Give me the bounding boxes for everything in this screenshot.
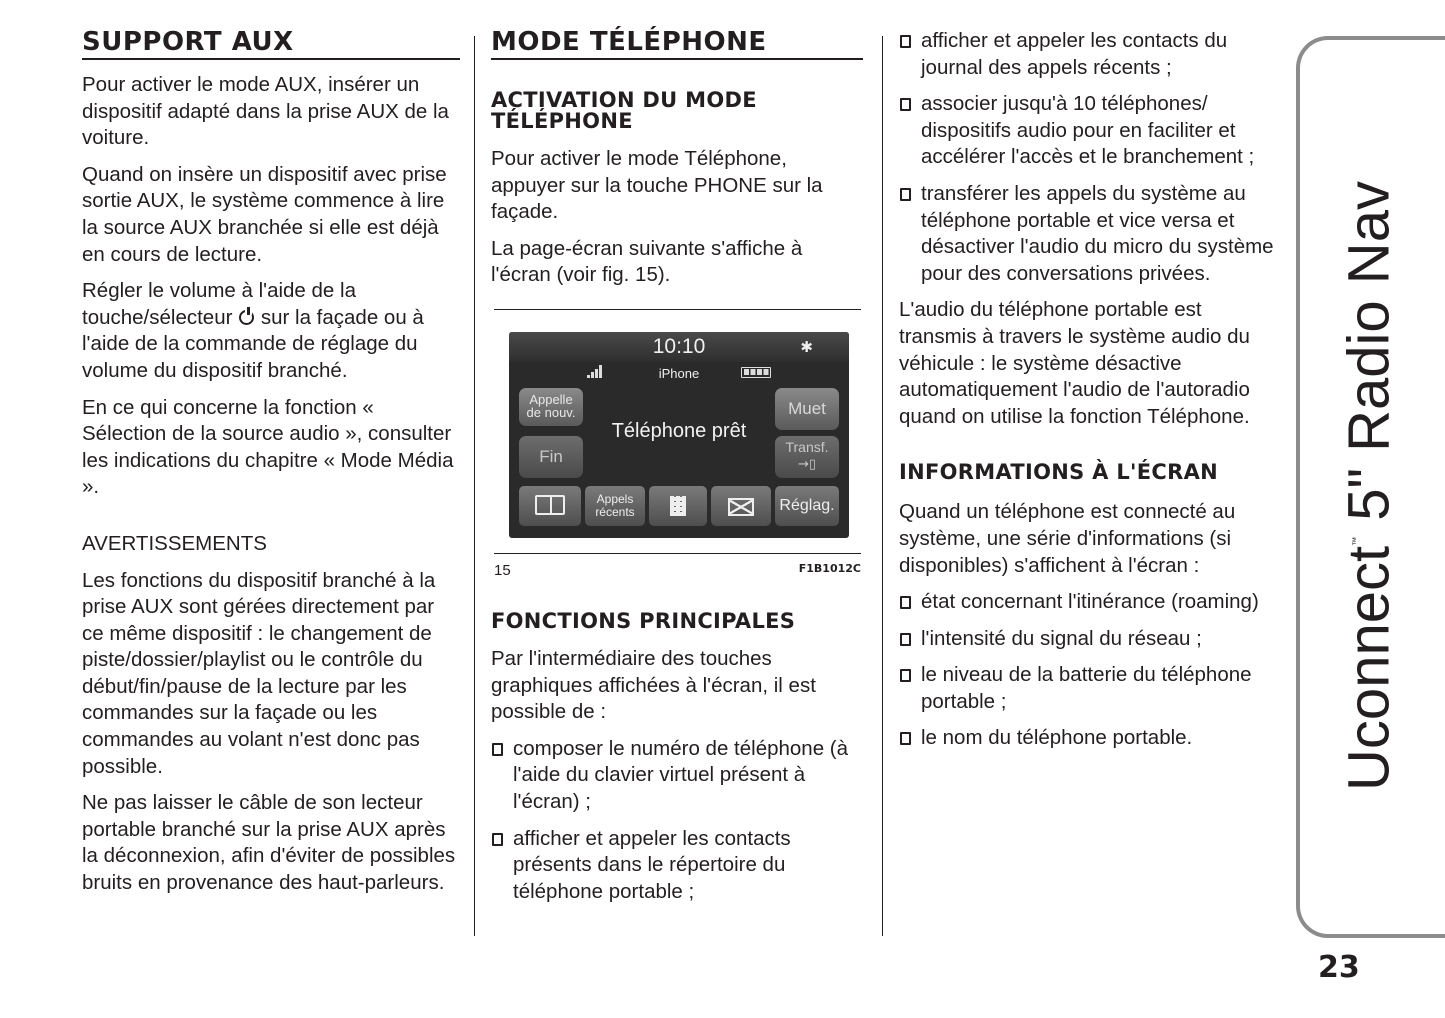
column-telephone-cont — [899, 28, 1279, 762]
recent-calls-button[interactable] — [585, 486, 645, 526]
checkbox-bullet-icon — [492, 743, 503, 756]
phonebook-button[interactable] — [519, 486, 581, 526]
checkbox-bullet-icon — [900, 669, 911, 682]
checkbox-bullet-icon — [900, 188, 911, 201]
checkbox-bullet-icon — [900, 633, 911, 646]
info-list — [899, 589, 1279, 752]
checkbox-bullet-icon — [900, 35, 911, 48]
function-list-continued — [899, 28, 1279, 287]
warnings-title: AVERTISSEMENTS — [82, 531, 267, 555]
column-mode-telephone — [491, 28, 863, 915]
book-icon — [535, 495, 565, 515]
list-item: afficher et appeler les contacts présents dans le répertoire du téléphone portable ; — [491, 826, 863, 906]
page-number: 23 — [1318, 950, 1360, 985]
settings-button[interactable] — [775, 486, 839, 526]
paragraph: Quand un téléphone est connecté au système, une série d'informations (si disponibles) s'affichent à l'écran : — [899, 500, 1236, 577]
recent-calls-label: Appels — [596, 491, 634, 506]
paragraph: Pour activer le mode Téléphone, appuyer sur la touche PHONE sur la façade. — [491, 147, 823, 224]
heading-support-aux: SUPPORT AUX — [82, 28, 460, 60]
transfer-icon: →▯ — [797, 456, 817, 472]
chapter-title: Uconnect™ 5" Radio Nav — [1336, 181, 1402, 791]
column-divider — [474, 36, 475, 936]
figure-top-rule — [494, 309, 861, 310]
list-item: le niveau de la batterie du téléphone portable ; — [899, 662, 1279, 715]
figure-number: 15 — [494, 561, 511, 579]
checkbox-bullet-icon — [492, 833, 503, 846]
column-support-aux — [82, 28, 460, 907]
list-item: état concernant l'itinérance (roaming) — [899, 589, 1279, 616]
paragraph-part: sur la façade ou à l'aide de la commande de réglage du volume du dispositif branché. — [82, 305, 424, 382]
paragraph: En ce qui concerne la fonction « Sélection de la source audio », consulter les indications du chapitre « Mode Média ». — [82, 395, 454, 499]
figure-caption — [494, 562, 861, 579]
figure-bottom-rule — [494, 553, 861, 554]
transfer-button[interactable] — [775, 436, 839, 478]
function-list — [491, 736, 863, 906]
paragraph: Ne pas laisser le câble de son lecteur portable branché sur la prise AUX après la déconnexion, afin d'éviter de possibles bruits en provenance des haut-parleurs. — [82, 791, 456, 895]
paragraph: Pour activer le mode AUX, insérer un dispositif adapté dans la prise AUX de la voiture. — [82, 73, 449, 150]
keypad-button[interactable] — [649, 486, 707, 526]
column-divider — [882, 36, 883, 936]
battery-icon — [741, 367, 771, 378]
checkbox-bullet-icon — [900, 596, 911, 609]
heading-mode-telephone: MODE TÉLÉPHONE — [491, 28, 863, 60]
figure-phone-screen — [494, 309, 861, 579]
paragraph: Par l'intermédiaire des touches graphiques affichées à l'écran, il est possible de : — [491, 646, 816, 724]
subheading-informations: INFORMATIONS À L'ÉCRAN — [899, 460, 1219, 485]
paragraph: Quand on insère un dispositif avec prise sortie AUX, le système commence à lire la source AUX branchée si elle est déjà en cours de lecture. — [82, 162, 447, 266]
messages-button[interactable] — [711, 486, 771, 526]
checkbox-bullet-icon — [900, 732, 911, 745]
subheading-activation: ACTIVATION DU MODE TÉLÉPHONE — [491, 88, 757, 133]
keypad-icon — [670, 496, 686, 516]
power-icon — [239, 310, 254, 325]
list-item: transférer les appels du système au téléphone portable et vice versa et désactiver l'audio du micro du système pour des conversations privées. — [899, 181, 1279, 287]
list-item: le nom du téléphone portable. — [899, 725, 1279, 752]
paragraph: L'audio du téléphone portable est transmis à travers le système audio du véhicule : le système désactive automatiquement l'audio de l'autoradio quand on utilise la fonction Téléphone. — [899, 298, 1250, 428]
phone-status: Téléphone prêt — [611, 419, 747, 442]
clock: 10:10 — [652, 334, 706, 358]
envelope-icon — [728, 498, 754, 516]
paragraph-part: Régler le volume à l'aide de la touche/sélecteur — [82, 279, 356, 329]
bluetooth-icon: ✱ — [800, 337, 813, 356]
settings-label: Réglag. — [779, 496, 835, 514]
redial-label: de nouv. — [526, 404, 576, 420]
transfer-label: Transf. — [785, 438, 829, 455]
device-name: iPhone — [658, 365, 700, 381]
paragraph: La page-écran suivante s'affiche à l'écran (voir fig. 15). — [491, 236, 803, 287]
list-item: associer jusqu'à 10 téléphones/ dispositifs audio pour en faciliter et accélérer l'accès et le branchement ; — [899, 91, 1279, 171]
phone-screen — [509, 332, 849, 538]
list-item: l'intensité du signal du réseau ; — [899, 626, 1279, 653]
end-call-label: Fin — [539, 446, 563, 466]
trademark: ™ — [1350, 536, 1361, 546]
recent-calls-label: récents — [595, 504, 635, 519]
figure-id: F1B1012C — [798, 561, 861, 575]
subheading-fonctions: FONCTIONS PRINCIPALES — [491, 608, 796, 633]
redial-button[interactable] — [519, 388, 583, 426]
list-item: afficher et appeler les contacts du journal des appels récents ; — [899, 28, 1279, 81]
mute-label: Muet — [788, 398, 826, 418]
checkbox-bullet-icon — [900, 98, 911, 111]
redial-label: Appelle — [529, 391, 573, 407]
list-item: composer le numéro de téléphone (à l'aide du clavier virtuel présent à l'écran) ; — [491, 736, 863, 816]
paragraph: Les fonctions du dispositif branché à la prise AUX sont gérées directement par ce même dispositif : le changement de piste/dossier/playlist ou le contrôle du début/fin/pause de la lecture par les commandes sur la façade ou les commandes au volant n'est donc pas possible. — [82, 568, 436, 778]
end-call-button[interactable] — [519, 436, 583, 478]
paragraph-volume — [82, 278, 460, 384]
mute-button[interactable] — [775, 388, 839, 430]
